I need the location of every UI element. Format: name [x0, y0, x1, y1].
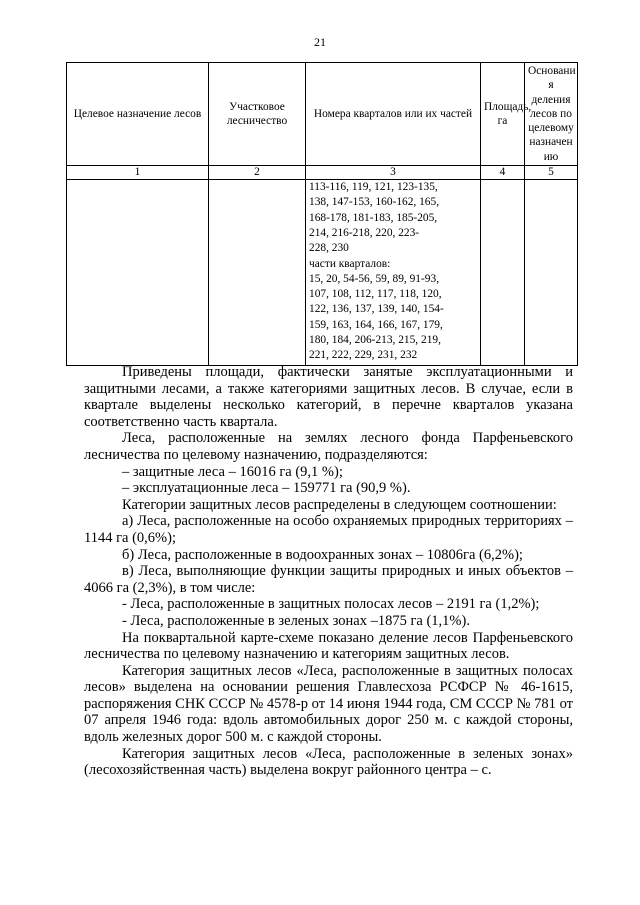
header-basis: Основани я деления лесов по целевому назначен ию — [525, 63, 578, 166]
quarter-line: 122, 136, 137, 139, 140, 154- — [309, 303, 444, 316]
column-number: 3 — [306, 166, 481, 180]
header-quarter-numbers: Номера кварталов или их частей — [306, 63, 481, 166]
paragraph: Категория защитных лесов «Леса, расположенные в зеленых зонах» (лесохозяйственная часть) выделена вокруг районного центра – с. — [84, 745, 573, 779]
column-number: 5 — [525, 166, 578, 180]
column-number: 1 — [67, 166, 209, 180]
page-number: 21 — [314, 35, 326, 49]
body-text — [84, 364, 573, 779]
paragraph: Приведены площади, фактически занятые эксплуатационными и защитными лесами, а также категориями защитных лесов. В случае, если в квартале выделены несколько категорий, в перечне кварталов указана соответственно часть квартала. — [84, 364, 573, 430]
quarter-line: 228, 230 — [309, 242, 349, 255]
quarter-line: 159, 163, 164, 166, 167, 179, — [309, 318, 443, 331]
quarter-line: 214, 216-218, 220, 223- — [309, 226, 420, 239]
quarter-line: 138, 147-153, 160-162, 165, — [309, 196, 440, 209]
paragraph: Леса, расположенные на землях лесного фонда Парфеньевского лесничества по целевому назначению, подразделяются: — [84, 430, 573, 463]
quarter-line: 15, 20, 54-56, 59, 89, 91-93, — [309, 272, 440, 285]
header-purpose: Целевое назначение лесов — [67, 63, 209, 166]
forest-purpose-table — [66, 62, 578, 366]
list-item: - Леса, расположенные в защитных полосах лесов – 2191 га (1,2%); — [122, 596, 540, 613]
quarter-line: части кварталов: — [309, 257, 391, 270]
quarter-line: 107, 108, 112, 117, 118, 120, — [309, 288, 442, 301]
list-item: в) Леса, выполняющие функции защиты природных и иных объектов –4066 га (2,3%), в том числе: — [84, 563, 573, 596]
paragraph: На поквартальной карте-схеме показано деление лесов Парфеньевского лесничества по целевому назначению и категориям защитных лесов. — [84, 629, 573, 663]
table-header-row — [67, 63, 578, 166]
table-row — [67, 180, 578, 366]
column-number: 2 — [209, 166, 306, 180]
column-number-row — [67, 166, 578, 180]
cell-quarter-numbers — [306, 180, 481, 366]
header-area: Площадь, га — [481, 63, 525, 166]
cell-area — [481, 180, 525, 366]
list-item: – эксплуатационные леса – 159771 га (90,9 %). — [122, 480, 411, 497]
quarter-line: 168-178, 181-183, 185-205, — [309, 211, 438, 224]
header-district-forestry: Участковое лесничество — [209, 63, 306, 166]
paragraph: Категории защитных лесов распределены в следующем соотношении: — [122, 496, 557, 513]
quarter-line: 180, 184, 206-213, 215, 219, — [309, 334, 441, 347]
cell-purpose — [67, 180, 209, 366]
paragraph: Категория защитных лесов «Леса, расположенные в защитных полосах лесов» выделена на основании решения Главлесхоза РСФСР № 46-1615, распоряжения СНК СССР № 4578-р от 14 июня 1944 года, СМ СССР № 781 от 07 апреля 1946 года: вдоль автомобильных дорог 250 м. с каждой стороны, вдоль железных дорог 500 м. с каждой стороны. — [84, 662, 573, 746]
list-item: – защитные леса – 16016 га (9,1 %); — [122, 463, 343, 480]
cell-district-forestry — [209, 180, 306, 366]
quarter-line: 113-116, 119, 121, 123-135, — [309, 181, 438, 194]
list-item: б) Леса, расположенные в водоохранных зонах – 10806га (6,2%); — [122, 546, 523, 563]
list-item: а) Леса, расположенные на особо охраняемых природных территориях – 1144 га (0,6%); — [84, 513, 573, 546]
cell-basis — [525, 180, 578, 366]
column-number: 4 — [481, 166, 525, 180]
quarter-line: 221, 222, 229, 231, 232 — [309, 349, 418, 362]
list-item: - Леса, расположенные в зеленых зонах –1875 га (1,1%). — [122, 612, 470, 629]
